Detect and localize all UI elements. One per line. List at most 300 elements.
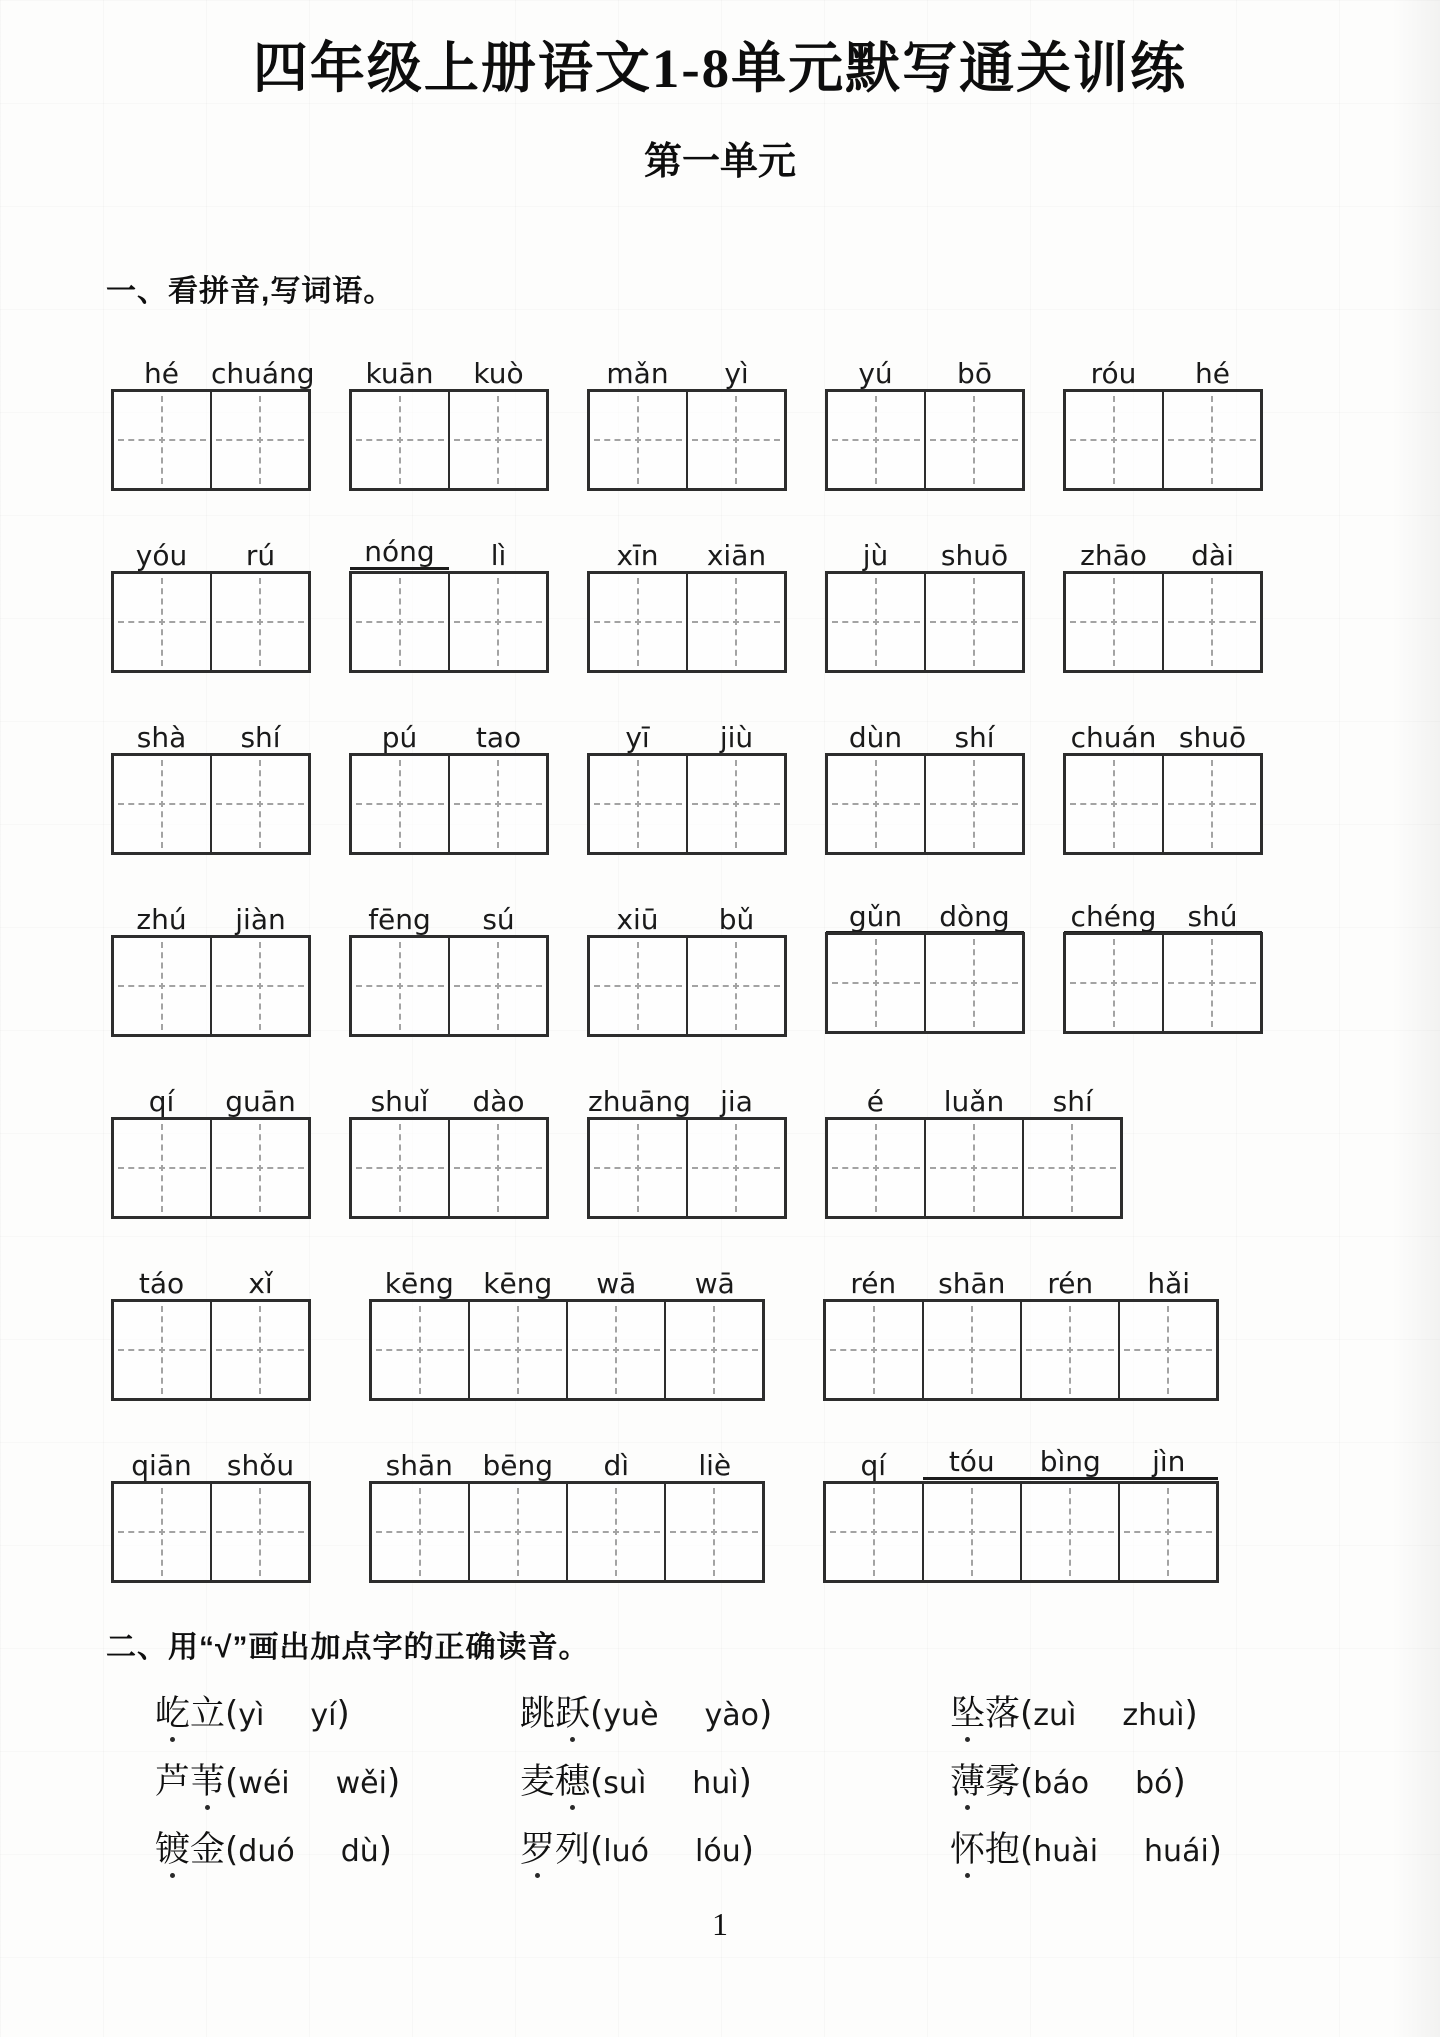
writing-cell	[112, 1300, 212, 1400]
pinyin-syllable: xiū	[616, 902, 659, 936]
word-group	[112, 900, 310, 1036]
pinyin-syllable: fēng	[368, 902, 431, 936]
character: 立	[190, 1694, 226, 1733]
close-paren: )	[386, 1762, 401, 1802]
pinyin-syllable: rén	[850, 1266, 897, 1300]
writing-cell	[686, 936, 786, 1036]
dotted-character: 屹	[155, 1692, 190, 1736]
writing-grid	[826, 1118, 1122, 1218]
pinyin-syllable: hé	[144, 356, 179, 390]
pinyin-syllable: shǒu	[226, 1448, 295, 1482]
open-paren: (	[590, 1694, 604, 1734]
pinyin-syllable: kēng	[384, 1266, 454, 1300]
section2-heading: 二、用“√”画出加点字的正确读音。	[106, 1631, 590, 1664]
writing-cell	[112, 390, 212, 490]
pinyin-syllable: mǎn	[606, 356, 669, 390]
word-group	[826, 718, 1024, 854]
pinyin-syllable: lì	[490, 538, 507, 572]
pinyin-syllable: dào	[472, 1084, 525, 1118]
writing-cell	[922, 1300, 1022, 1400]
pinyin-syllable: dài	[1191, 538, 1234, 572]
word-group	[588, 536, 786, 672]
writing-cell	[370, 1482, 470, 1582]
pinyin-label	[588, 718, 786, 752]
pinyin-label	[112, 354, 315, 390]
writing-cell	[1022, 1118, 1122, 1218]
close-paren: )	[1208, 1830, 1223, 1870]
close-paren: )	[759, 1694, 773, 1734]
pinyin-label	[370, 1264, 764, 1298]
pronunciation-item	[520, 1692, 950, 1736]
pinyin-label	[588, 1082, 786, 1116]
close-paren: )	[336, 1694, 350, 1734]
writing-cell	[922, 1482, 1022, 1582]
pinyin-options	[225, 1762, 401, 1802]
writing-cell	[1118, 1300, 1218, 1400]
open-paren: (	[225, 1830, 239, 1870]
word-group	[826, 900, 1024, 1036]
writing-cell	[468, 1300, 568, 1400]
writing-cell	[826, 390, 926, 490]
writing-cell	[824, 1482, 924, 1582]
pinyin-syllable: guān	[225, 1084, 296, 1118]
pinyin-label	[350, 718, 548, 752]
pinyin-syllable: shú	[1187, 899, 1238, 933]
pinyin-syllable: shà	[136, 720, 187, 754]
page-number: 1	[712, 1906, 728, 1942]
pinyin-syllable: jiàn	[235, 902, 286, 936]
pinyin-syllable: dì	[603, 1448, 630, 1482]
pinyin-syllable: shuǐ	[370, 1084, 429, 1118]
dotted-character: 薄	[950, 1760, 985, 1804]
writing-cell	[1064, 390, 1164, 490]
pinyin-syllable: jù	[862, 538, 889, 572]
pinyin-syllable: dòng	[939, 899, 1010, 933]
word-group	[824, 1446, 1218, 1582]
open-paren: (	[225, 1694, 239, 1734]
pinyin-syllable: chuán	[1070, 720, 1157, 754]
pinyin-label	[826, 718, 1024, 752]
writing-cell	[924, 1118, 1024, 1218]
writing-cell	[448, 754, 548, 854]
writing-grid	[112, 754, 310, 854]
pinyin-label	[588, 900, 786, 934]
writing-cell	[566, 1482, 666, 1582]
writing-grid	[112, 936, 310, 1036]
pronunciation-item	[155, 1828, 520, 1872]
pinyin-option: wěi	[335, 1766, 387, 1801]
writing-cell	[686, 754, 786, 854]
word-chars	[950, 1762, 1020, 1801]
writing-cell	[588, 936, 688, 1036]
writing-cell	[210, 1118, 310, 1218]
writing-cell	[924, 754, 1024, 854]
pinyin-syllable: shí	[1052, 1084, 1093, 1118]
writing-grid	[350, 754, 548, 854]
word-chars	[950, 1694, 1020, 1733]
pinyin-syllable: kēng	[483, 1266, 553, 1300]
word-chars	[520, 1830, 590, 1869]
pinyin-syllable: liè	[698, 1448, 732, 1482]
dotted-character: 穗	[555, 1760, 590, 1804]
writing-cell	[210, 390, 310, 490]
character: 抱	[985, 1830, 1021, 1869]
pinyin-label	[112, 1082, 310, 1116]
pinyin-row	[112, 354, 1440, 490]
pinyin-syllable: shān	[385, 1448, 453, 1482]
writing-cell	[924, 572, 1024, 672]
writing-cell	[686, 390, 786, 490]
pinyin-syllable: sú	[482, 902, 515, 936]
pinyin-syllable: qiān	[131, 1448, 192, 1482]
open-paren: (	[1020, 1694, 1034, 1734]
writing-grid	[826, 390, 1024, 490]
pinyin-syllable: chéng	[1070, 899, 1157, 933]
writing-cell	[448, 936, 548, 1036]
pinyin-option: báo	[1033, 1766, 1090, 1801]
pinyin-syllable: bēng	[482, 1448, 554, 1482]
word-group	[112, 1264, 310, 1400]
writing-grid	[112, 1482, 310, 1582]
writing-cell	[664, 1300, 764, 1400]
pronunciation-item	[950, 1760, 1440, 1804]
writing-grid	[588, 572, 786, 672]
dotted-character: 苇	[190, 1760, 225, 1804]
writing-grid	[1064, 390, 1262, 490]
writing-cell	[1020, 1482, 1120, 1582]
writing-cell	[448, 1118, 548, 1218]
dotted-character: 镀	[155, 1828, 190, 1872]
writing-cell	[686, 1118, 786, 1218]
word-group	[370, 1264, 764, 1400]
writing-cell	[210, 1300, 310, 1400]
writing-cell	[1118, 1482, 1218, 1582]
word-group	[824, 1264, 1218, 1400]
word-group	[112, 1446, 310, 1582]
pinyin-syllable: wā	[694, 1266, 735, 1300]
pinyin-syllable: shuō	[940, 538, 1009, 572]
open-paren: (	[225, 1762, 239, 1802]
word-chars	[950, 1830, 1020, 1869]
pinyin-label	[350, 1082, 548, 1116]
writing-cell	[588, 754, 688, 854]
word-group	[588, 354, 786, 490]
pinyin-label	[588, 536, 786, 570]
writing-grid	[370, 1482, 764, 1582]
pinyin-option: lóu	[695, 1834, 741, 1869]
writing-grid	[112, 572, 310, 672]
writing-grid	[588, 390, 786, 490]
writing-cell	[350, 572, 450, 672]
writing-grid	[588, 754, 786, 854]
character: 列	[555, 1830, 591, 1869]
writing-cell	[1064, 572, 1164, 672]
pinyin-syllable: qí	[860, 1448, 887, 1482]
pinyin-option: yì	[238, 1698, 265, 1733]
pronunciation-item	[520, 1760, 950, 1804]
pinyin-syllable: pú	[381, 720, 418, 754]
pronunciation-item	[155, 1760, 520, 1804]
pinyin-option: huì	[692, 1766, 739, 1801]
word-chars	[155, 1762, 225, 1801]
word-group	[1064, 536, 1262, 672]
word-group	[350, 900, 548, 1036]
writing-cell	[826, 1118, 926, 1218]
writing-cell	[826, 933, 926, 1033]
pinyin-label	[370, 1446, 764, 1480]
writing-grid	[350, 1118, 548, 1218]
pinyin-label	[112, 536, 310, 570]
word-group	[1064, 900, 1262, 1036]
word-group	[588, 718, 786, 854]
writing-cell	[1162, 933, 1262, 1033]
writing-grid	[370, 1300, 764, 1400]
pinyin-syllable: chuáng	[211, 356, 315, 390]
word-chars	[155, 1830, 225, 1869]
pinyin-option: huái	[1144, 1834, 1209, 1869]
pinyin-syllable: yī	[625, 720, 650, 754]
writing-grid	[350, 390, 548, 490]
pinyin-label	[1064, 900, 1262, 934]
pinyin-syllable: hé	[1195, 356, 1230, 390]
pinyin-label	[826, 354, 1024, 388]
word-chars	[520, 1762, 590, 1801]
writing-grid	[826, 572, 1024, 672]
word-group	[350, 536, 548, 672]
dotted-character: 罗	[520, 1828, 555, 1872]
pinyin-label	[826, 900, 1024, 934]
word-chars	[520, 1694, 590, 1733]
pinyin-label	[824, 1446, 1218, 1480]
pinyin-label	[588, 354, 786, 388]
pronunciation-item	[950, 1692, 1440, 1736]
writing-grid	[112, 1300, 310, 1400]
pinyin-syllable: yóu	[135, 538, 188, 572]
pinyin-label	[350, 900, 548, 934]
writing-cell	[350, 754, 450, 854]
open-paren: (	[1020, 1830, 1034, 1870]
pinyin-syllable: shí	[954, 720, 995, 754]
pronunciation-item	[155, 1692, 520, 1736]
pinyin-option: yí	[310, 1698, 337, 1733]
pinyin-syllable: nóng	[350, 537, 449, 570]
pinyin-row	[112, 718, 1440, 854]
pinyin-syllable: xīn	[616, 538, 659, 572]
writing-cell	[1162, 390, 1262, 490]
word-group	[112, 354, 315, 490]
pinyin-row	[112, 1446, 1440, 1582]
pinyin-options	[225, 1694, 350, 1734]
writing-cell	[112, 936, 212, 1036]
writing-cell	[588, 1118, 688, 1218]
writing-cell	[824, 1300, 924, 1400]
writing-cell	[924, 933, 1024, 1033]
writing-cell	[112, 1482, 212, 1582]
writing-cell	[1064, 933, 1164, 1033]
dotted-character: 坠	[950, 1692, 985, 1736]
writing-cell	[448, 390, 548, 490]
pinyin-syllable: bǔ	[718, 902, 755, 936]
pinyin-syllable: yì	[724, 356, 749, 390]
pinyin-syllable: gǔn	[848, 899, 903, 933]
section1-heading: 一、看拼音,写词语。	[106, 275, 395, 308]
pinyin-options	[590, 1762, 752, 1802]
word-group	[112, 718, 310, 854]
pinyin-label	[350, 354, 548, 388]
writing-grid	[1064, 754, 1262, 854]
pinyin-syllable: xǐ	[248, 1266, 273, 1300]
pinyin-label	[112, 1264, 310, 1298]
word-group	[350, 354, 548, 490]
pinyin-option: huài	[1033, 1834, 1099, 1869]
pinyin-label	[824, 1264, 1218, 1298]
unit-subtitle: 第一单元	[643, 141, 796, 183]
pinyin-options	[1020, 1694, 1198, 1734]
pinyin-options	[590, 1830, 754, 1870]
writing-cell	[588, 390, 688, 490]
close-paren: )	[1172, 1762, 1186, 1802]
pinyin-row	[112, 1082, 1440, 1218]
word-group	[588, 900, 786, 1036]
writing-cell	[112, 754, 212, 854]
writing-cell	[370, 1300, 470, 1400]
writing-cell	[112, 572, 212, 672]
writing-cell	[1020, 1300, 1120, 1400]
writing-cell	[1064, 754, 1164, 854]
writing-cell	[468, 1482, 568, 1582]
writing-cell	[566, 1300, 666, 1400]
writing-cell	[588, 572, 688, 672]
pinyin-label	[826, 1082, 1122, 1116]
page-title: 四年级上册语文1-8单元默写通关训练	[252, 38, 1188, 99]
close-paren: )	[738, 1762, 752, 1802]
pinyin-syllable: hǎi	[1147, 1266, 1191, 1300]
pinyin-syllable: jiù	[719, 720, 754, 754]
word-group	[350, 1082, 548, 1218]
word-group	[350, 718, 548, 854]
writing-grid	[824, 1482, 1218, 1582]
writing-cell	[112, 1118, 212, 1218]
pinyin-label	[112, 718, 310, 752]
pinyin-syllable: zhú	[136, 902, 187, 936]
pronunciation-item	[520, 1828, 950, 1872]
writing-grid	[824, 1300, 1218, 1400]
pinyin-syllable: wā	[596, 1266, 637, 1300]
word-group	[112, 1082, 310, 1218]
word-group	[826, 536, 1024, 672]
pinyin-syllable: yú	[858, 356, 893, 390]
pinyin-syllable: rú	[245, 538, 276, 572]
pinyin-option: dù	[340, 1834, 379, 1869]
pinyin-syllable: kuò	[473, 356, 524, 390]
character: 金	[190, 1830, 226, 1869]
character: 芦	[155, 1762, 191, 1801]
pinyin-label	[350, 536, 548, 570]
pinyin-row	[112, 900, 1440, 1036]
pinyin-option: duó	[238, 1834, 295, 1869]
pinyin-syllable: é	[866, 1084, 884, 1118]
writing-grid	[826, 933, 1024, 1033]
close-paren: )	[740, 1830, 754, 1870]
writing-cell	[1162, 754, 1262, 854]
writing-cell	[350, 390, 450, 490]
pronunciation-item	[950, 1828, 1440, 1872]
pinyin-syllable: kuān	[365, 356, 434, 390]
open-paren: (	[1020, 1762, 1034, 1802]
pinyin-syllable: qí	[148, 1084, 175, 1118]
pinyin-row	[112, 536, 1440, 672]
pinyin-syllable: dùn	[848, 720, 903, 754]
pinyin-options	[225, 1830, 393, 1870]
writing-cell	[826, 754, 926, 854]
word-group	[1064, 718, 1262, 854]
writing-cell	[210, 754, 310, 854]
pinyin-syllable: tóu	[923, 1447, 1022, 1480]
pinyin-options	[590, 1694, 773, 1734]
word-group	[588, 1082, 786, 1218]
pinyin-syllable: shān	[938, 1266, 1006, 1300]
pinyin-option: wéi	[238, 1766, 290, 1801]
writing-grid	[350, 936, 548, 1036]
writing-cell	[350, 936, 450, 1036]
pinyin-label	[112, 900, 310, 934]
pinyin-option: suì	[603, 1766, 647, 1801]
pinyin-label	[112, 1446, 310, 1480]
writing-grid	[826, 754, 1024, 854]
pinyin-syllable: bìng	[1021, 1447, 1120, 1480]
pinyin-syllable: luǎn	[943, 1084, 1005, 1118]
pinyin-syllable: shí	[240, 720, 281, 754]
pronunciation-grid	[155, 1692, 1440, 1872]
pinyin-word-rows	[112, 354, 1440, 1582]
writing-cell	[350, 1118, 450, 1218]
pinyin-option: yuè	[603, 1698, 659, 1733]
word-group	[826, 1082, 1122, 1218]
close-paren: )	[1184, 1694, 1198, 1734]
pinyin-syllable: zhuāng	[588, 1084, 691, 1118]
pinyin-label	[1064, 536, 1262, 570]
writing-grid	[1064, 933, 1262, 1033]
pinyin-options	[1020, 1830, 1223, 1870]
character: 跳	[520, 1694, 556, 1733]
pinyin-row	[112, 1264, 1440, 1400]
close-paren: )	[378, 1830, 393, 1870]
open-paren: (	[590, 1830, 604, 1870]
word-group	[826, 354, 1024, 490]
pinyin-option: zhuì	[1122, 1698, 1185, 1733]
word-group	[370, 1446, 764, 1582]
pinyin-syllable: rén	[1047, 1266, 1094, 1300]
pinyin-syllable: bō	[957, 356, 992, 390]
pinyin-syllable: jìn	[1120, 1447, 1219, 1480]
writing-cell	[924, 390, 1024, 490]
writing-grid	[588, 936, 786, 1036]
character: 麦	[520, 1762, 556, 1801]
pinyin-option: yào	[704, 1698, 760, 1733]
character: 落	[985, 1694, 1021, 1733]
pinyin-syllable: tao	[475, 720, 522, 754]
character: 雾	[985, 1762, 1021, 1801]
word-group	[1064, 354, 1262, 490]
writing-cell	[210, 936, 310, 1036]
pinyin-label	[1064, 354, 1262, 388]
writing-cell	[664, 1482, 764, 1582]
writing-grid	[1064, 572, 1262, 672]
dotted-character: 怀	[950, 1828, 985, 1872]
pinyin-label	[826, 536, 1024, 570]
pinyin-syllable: shuō	[1178, 720, 1247, 754]
pinyin-syllable: jia	[720, 1084, 753, 1118]
